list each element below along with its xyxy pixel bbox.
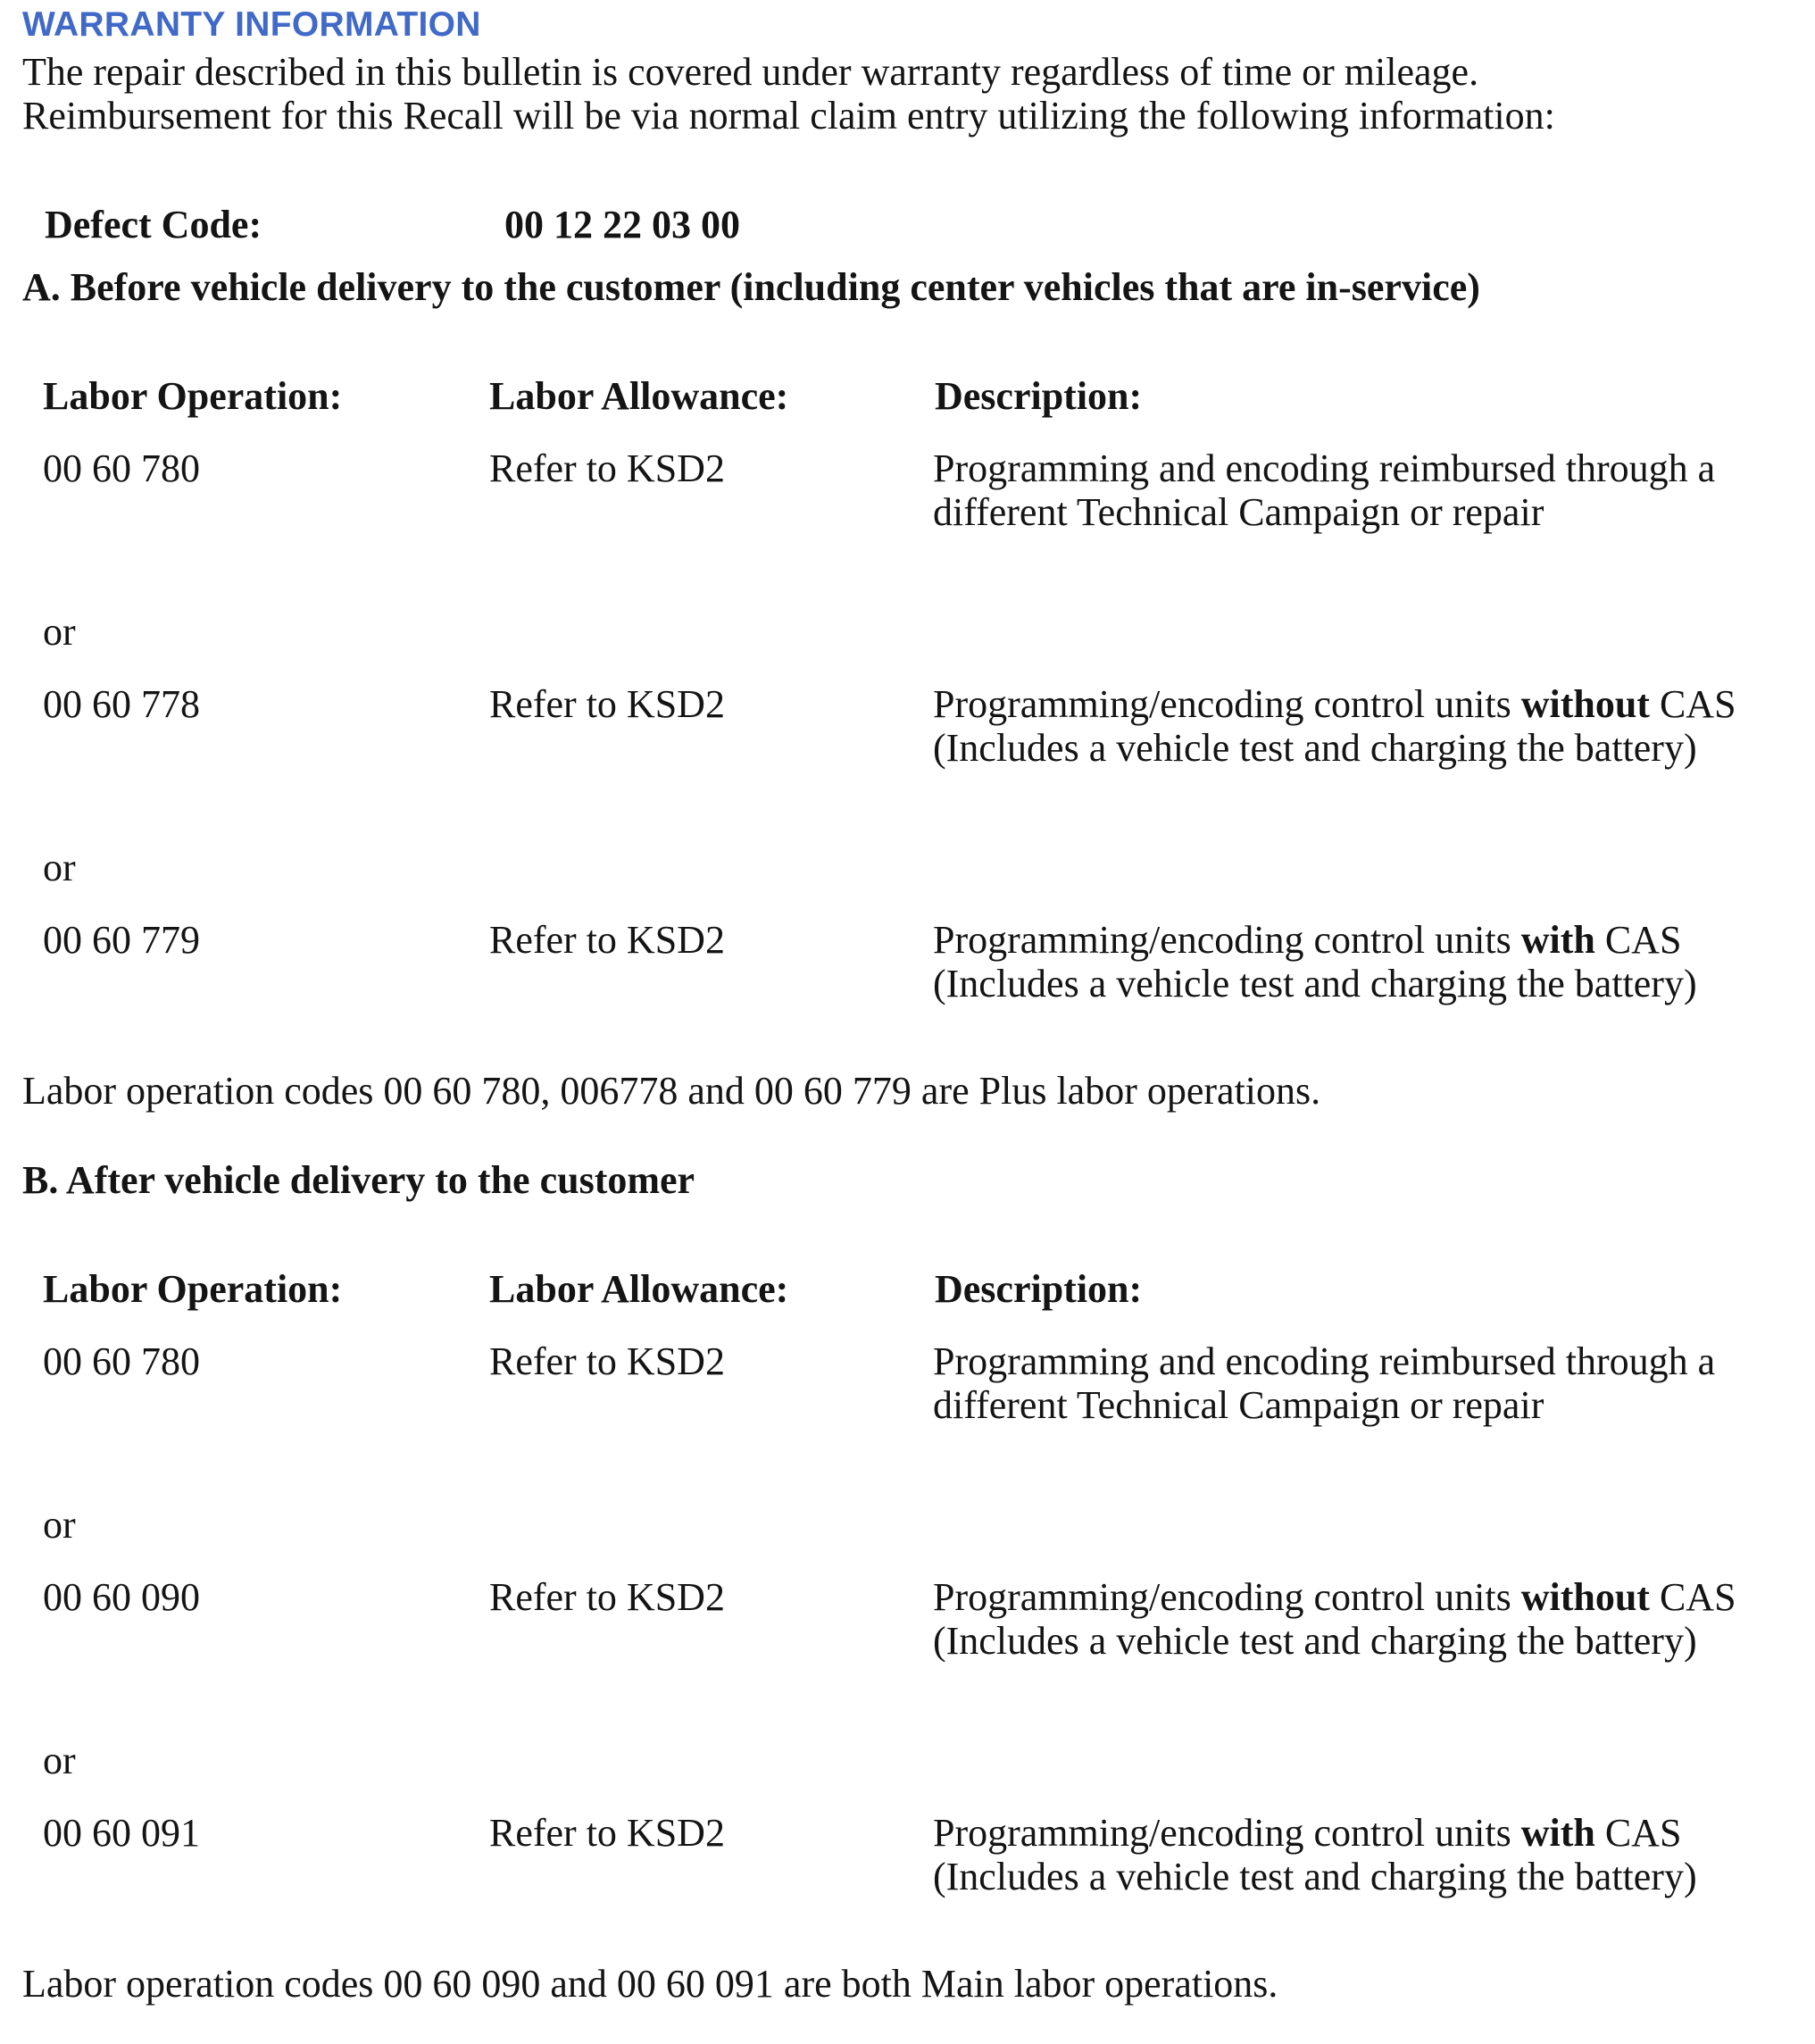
operation-description: [933, 1339, 1772, 1427]
labor-operation-code: 00 60 780: [43, 1339, 200, 1383]
description-text: CAS (Includes a vehicle test and charging the battery): [933, 918, 1697, 1005]
operation-description: [933, 918, 1772, 1005]
description-emphasis: with: [1520, 1811, 1595, 1855]
column-header-labor-operation: Labor Operation:: [43, 374, 343, 418]
description-text: CAS (Includes a vehicle test and charging the battery): [933, 1575, 1736, 1663]
labor-allowance: Refer to KSD2: [489, 446, 725, 490]
operation-description: [933, 1811, 1772, 1898]
labor-operation-code: 00 60 779: [43, 918, 200, 962]
section-a-title: A. Before vehicle delivery to the customer (including center vehicles that are in-service): [22, 265, 1480, 309]
or-separator: or: [43, 610, 76, 654]
or-separator: or: [43, 1503, 76, 1547]
description-text: CAS (Includes a vehicle test and charging the battery): [933, 682, 1736, 770]
operation-description: [933, 1575, 1772, 1663]
labor-operation-code: 00 60 780: [43, 446, 200, 490]
column-header-labor-operation: Labor Operation:: [43, 1267, 343, 1311]
description-text: Programming/encoding control units: [933, 1575, 1521, 1619]
intro-line: Reimbursement for this Recall will be via normal claim entry utilizing the following information:: [22, 94, 1555, 138]
section-b-title: B. After vehicle delivery to the customer: [22, 1158, 695, 1202]
defect-code-value: 00 12 22 03 00: [504, 203, 740, 246]
section-b-note: Labor operation codes 00 60 090 and 00 60 091 are both Main labor operations.: [22, 1962, 1278, 2006]
labor-allowance: Refer to KSD2: [489, 1339, 725, 1383]
operation-description: [933, 446, 1772, 534]
intro-line: The repair described in this bulletin is covered under warranty regardless of time or mileage.: [22, 50, 1479, 94]
labor-allowance: Refer to KSD2: [489, 682, 725, 726]
page-title: WARRANTY INFORMATION: [22, 5, 481, 44]
section-a-note: Labor operation codes 00 60 780, 006778 and 00 60 779 are Plus labor operations.: [22, 1069, 1321, 1113]
description-emphasis: without: [1520, 682, 1650, 726]
defect-code-row: [45, 202, 740, 247]
description-text: CAS (Includes a vehicle test and charging the battery): [933, 1811, 1697, 1898]
operation-description: [933, 682, 1772, 770]
description-text: Programming/encoding control units: [933, 682, 1521, 726]
column-header-description: Description:: [935, 1267, 1143, 1311]
or-separator: or: [43, 846, 76, 889]
defect-code-label: Defect Code:: [45, 203, 262, 246]
description-text: Programming/encoding control units: [933, 1811, 1521, 1855]
intro-paragraph: [22, 50, 1799, 138]
or-separator: or: [43, 1739, 76, 1782]
description-emphasis: without: [1520, 1575, 1650, 1619]
labor-allowance: Refer to KSD2: [489, 918, 725, 962]
description-text: Programming and encoding reimbursed through a different Technical Campaign or repair: [933, 446, 1716, 534]
labor-allowance: Refer to KSD2: [489, 1575, 725, 1619]
labor-allowance: Refer to KSD2: [489, 1811, 725, 1855]
column-header-description: Description:: [935, 374, 1143, 418]
description-text: Programming/encoding control units: [933, 918, 1521, 962]
labor-operation-code: 00 60 090: [43, 1575, 200, 1619]
column-header-labor-allowance: Labor Allowance:: [489, 1267, 789, 1311]
labor-operation-code: 00 60 778: [43, 682, 200, 726]
description-text: Programming and encoding reimbursed through a different Technical Campaign or repair: [933, 1339, 1716, 1427]
column-header-labor-allowance: Labor Allowance:: [489, 374, 789, 418]
description-emphasis: with: [1520, 918, 1595, 962]
labor-operation-code: 00 60 091: [43, 1811, 200, 1855]
